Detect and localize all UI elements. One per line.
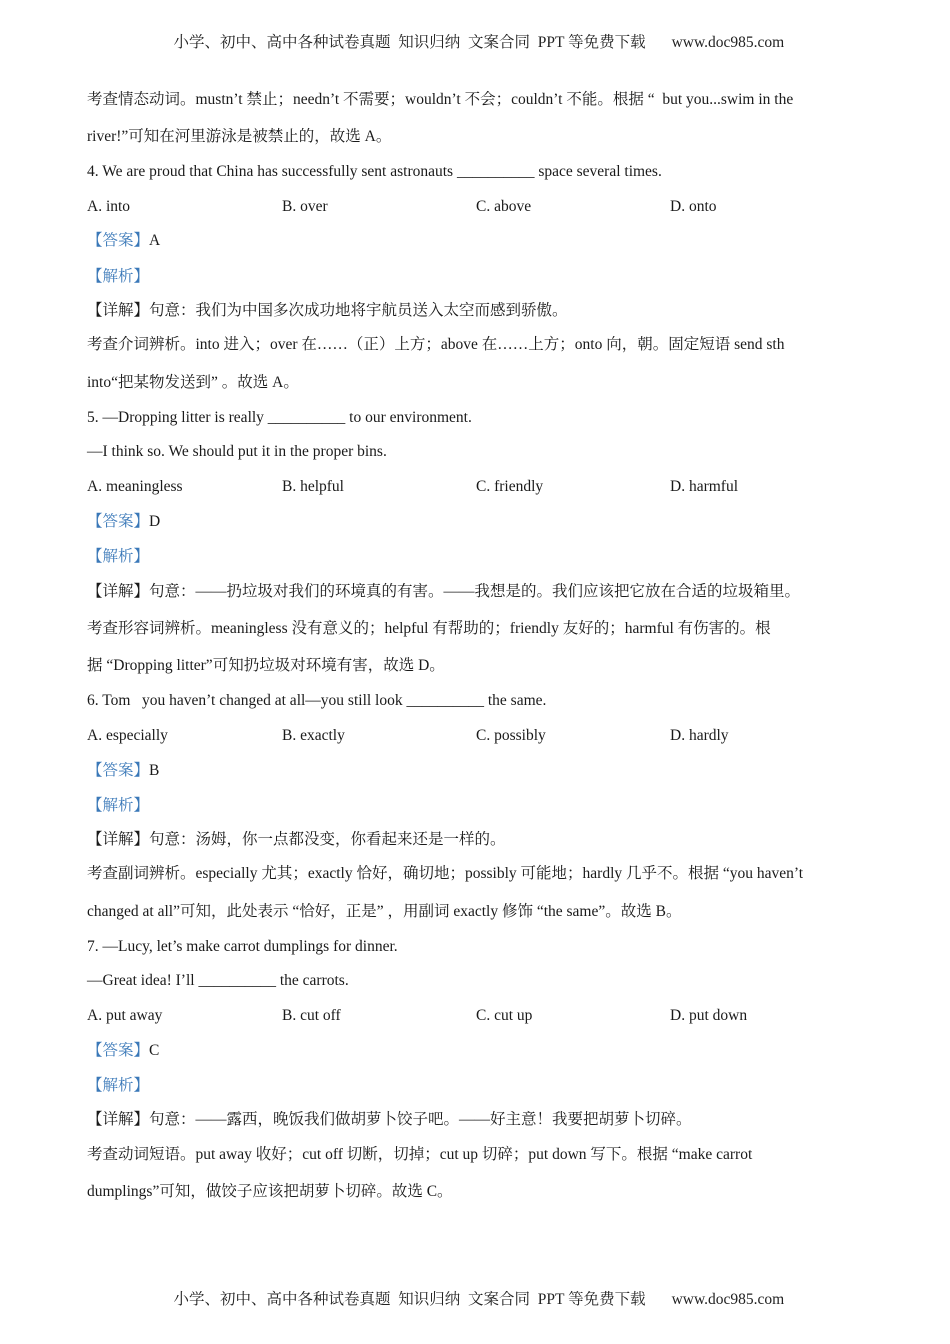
option-a: A. into bbox=[87, 198, 131, 215]
detail-line bbox=[87, 301, 568, 321]
options-row bbox=[87, 197, 887, 217]
detail-text: 句意：——露西，晚饭我们做胡萝卜饺子吧。——好主意！我要把胡萝卜切碎。 bbox=[149, 1111, 692, 1128]
answer-value: C bbox=[149, 1042, 160, 1059]
header-url[interactable]: www.doc985.com bbox=[671, 34, 785, 51]
answer-label: 【答案】 bbox=[87, 513, 150, 530]
header-text: 小学、初中、高中各种试卷真题 知识归纳 文案合同 PPT 等免费下载 bbox=[173, 34, 646, 51]
explanation-line-2: into“把某物发送到” 。故选 A。 bbox=[87, 374, 299, 391]
detail-label: 【详解】 bbox=[87, 583, 150, 600]
footer-banner bbox=[0, 1269, 950, 1309]
explanation-line-1: 考查副词辨析。especially 尤其；exactly 恰好，确切地；possibly 可能地；hardly 几乎不。根据 “you haven’t bbox=[87, 865, 804, 882]
option-d: D. harmful bbox=[670, 478, 739, 495]
detail-text: 句意：汤姆，你一点都没变，你看起来还是一样的。 bbox=[149, 831, 506, 848]
answer-label: 【答案】 bbox=[87, 232, 150, 249]
option-c: C. possibly bbox=[476, 727, 546, 744]
option-c: C. friendly bbox=[476, 478, 544, 495]
question-stem-reply: —I think so. We should put it in the proper bins. bbox=[87, 443, 387, 460]
explanation-line-1: 考查介词辨析。into 进入；over 在……（正）上方；above 在……上方；onto 向，朝。固定短语 send sth bbox=[87, 336, 785, 353]
option-a: A. put away bbox=[87, 1007, 163, 1024]
question-stem: 7. —Lucy, let’s make carrot dumplings for dinner. bbox=[87, 938, 398, 955]
option-b: B. over bbox=[282, 198, 328, 215]
answer-value: A bbox=[149, 232, 161, 249]
answer-value: B bbox=[149, 762, 160, 779]
detail-label: 【详解】 bbox=[87, 831, 150, 848]
detail-label: 【详解】 bbox=[87, 302, 150, 319]
header-banner bbox=[0, 12, 950, 52]
question-stem: 5. —Dropping litter is really __________ to our environment. bbox=[87, 409, 472, 426]
analysis-label: 【解析】 bbox=[87, 797, 150, 814]
explanation-line-2: dumplings”可知，做饺子应该把胡萝卜切碎。故选 C。 bbox=[87, 1183, 453, 1200]
question-stem-reply: —Great idea! I’ll __________ the carrots. bbox=[87, 972, 349, 989]
detail-line bbox=[87, 582, 800, 602]
answer-line bbox=[87, 1041, 159, 1061]
option-a: A. especially bbox=[87, 727, 168, 744]
detail-line bbox=[87, 830, 506, 850]
option-b: B. cut off bbox=[282, 1007, 341, 1024]
answer-line bbox=[87, 231, 160, 251]
options-row bbox=[87, 726, 887, 746]
option-d: D. onto bbox=[670, 198, 717, 215]
analysis-label: 【解析】 bbox=[87, 268, 150, 285]
answer-line bbox=[87, 761, 159, 781]
question-stem: 4. We are proud that China has successfully sent astronauts __________ space several times. bbox=[87, 163, 662, 180]
options-row bbox=[87, 477, 887, 497]
carryover-line-2: river!”可知在河里游泳是被禁止的，故选 A。 bbox=[87, 128, 392, 145]
option-c: C. cut up bbox=[476, 1007, 533, 1024]
carryover-line-1: 考查情态动词。mustn’t 禁止；needn’t 不需要；wouldn’t 不会；couldn’t 不能。根据 “ but you...swim in the bbox=[87, 91, 794, 108]
explanation-line-2: 据 “Dropping litter”可知扔垃圾对环境有害，故选 D。 bbox=[87, 657, 445, 674]
option-a: A. meaningless bbox=[87, 478, 183, 495]
options-row bbox=[87, 1006, 887, 1026]
answer-line bbox=[87, 512, 160, 532]
answer-label: 【答案】 bbox=[87, 762, 150, 779]
detail-text: 句意：——扔垃圾对我们的环境真的有害。——我想是的。我们应该把它放在合适的垃圾箱里。 bbox=[149, 583, 801, 600]
question-stem: 6. Tom you haven’t changed at all—you still look __________ the same. bbox=[87, 692, 547, 709]
option-d: D. hardly bbox=[670, 727, 729, 744]
analysis-label: 【解析】 bbox=[87, 548, 150, 565]
option-b: B. helpful bbox=[282, 478, 344, 495]
footer-url[interactable]: www.doc985.com bbox=[671, 1291, 785, 1308]
detail-label: 【详解】 bbox=[87, 1111, 150, 1128]
analysis-label: 【解析】 bbox=[87, 1077, 150, 1094]
option-c: C. above bbox=[476, 198, 532, 215]
option-b: B. exactly bbox=[282, 727, 345, 744]
option-d: D. put down bbox=[670, 1007, 748, 1024]
explanation-line-1: 考查动词短语。put away 收好；cut off 切断，切掉；cut up 切碎；put down 写下。根据 “make carrot bbox=[87, 1146, 753, 1163]
answer-label: 【答案】 bbox=[87, 1042, 150, 1059]
answer-value: D bbox=[149, 513, 161, 530]
explanation-line-2: changed at all”可知，此处表示 “恰好，正是” ，用副词 exactly 修饰 “the same”。故选 B。 bbox=[87, 903, 682, 920]
footer-text: 小学、初中、高中各种试卷真题 知识归纳 文案合同 PPT 等免费下载 bbox=[173, 1291, 646, 1308]
detail-line bbox=[87, 1110, 692, 1130]
explanation-line-1: 考查形容词辨析。meaningless 没有意义的；helpful 有帮助的；friendly 友好的；harmful 有伤害的。根 bbox=[87, 620, 771, 637]
detail-text: 句意：我们为中国多次成功地将宇航员送入太空而感到骄傲。 bbox=[149, 302, 568, 319]
